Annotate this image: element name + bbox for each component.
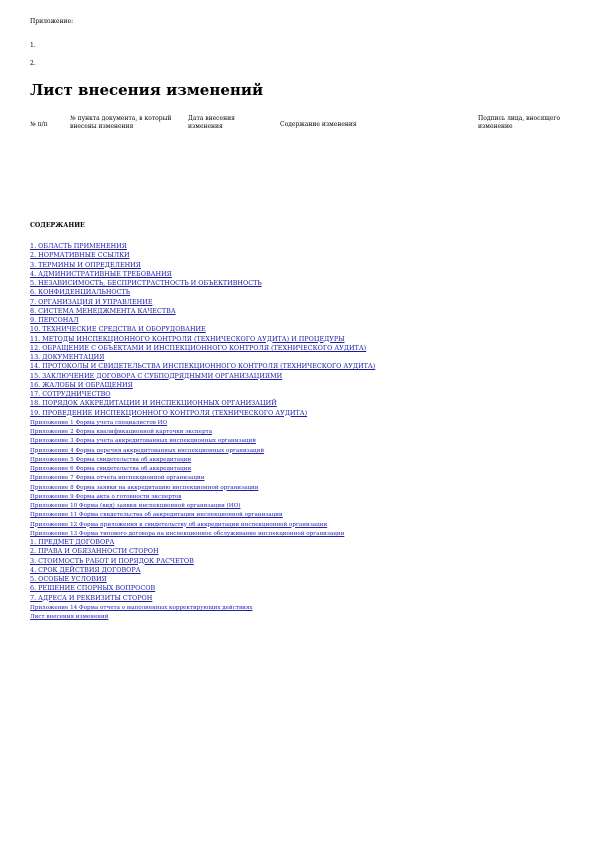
- changes-table-header-content: Содержание изменения: [280, 121, 357, 128]
- table-of-contents: [30, 242, 375, 621]
- toc-item: [30, 584, 375, 593]
- toc-link[interactable]: 4. СРОК ДЕЙСТВИЯ ДОГОВОРА: [30, 565, 141, 574]
- toc-link[interactable]: 11. МЕТОДЫ ИНСПЕКЦИОННОГО КОНТРОЛЯ (ТЕХНИЧЕСКОГО АУДИТА) И ПРОЦЕДУРЫ: [30, 334, 345, 343]
- toc-item: [30, 409, 375, 418]
- toc-item: [30, 362, 375, 371]
- toc-item: [30, 436, 375, 445]
- toc-link[interactable]: 3. ТЕРМИНЫ И ОПРЕДЕЛЕНИЯ: [30, 260, 141, 269]
- toc-item: [30, 316, 375, 325]
- toc-link[interactable]: 14. ПРОТОКОЛЫ И СВИДЕТЕЛЬСТВА ИНСПЕКЦИОННОГО КОНТРОЛЯ (ТЕХНИЧЕСКОГО АУДИТА): [30, 362, 376, 371]
- toc-item: [30, 261, 375, 270]
- toc-item: [30, 372, 375, 381]
- toc-link[interactable]: 12. ОБРАЩЕНИЕ С ОБЪЕКТАМИ И ИНСПЕКЦИОННОГО КОНТРОЛЯ (ТЕХНИЧЕСКОГО АУДИТА): [30, 343, 367, 352]
- toc-link[interactable]: 9. ПЕРСОНАЛ: [30, 316, 79, 324]
- toc-link[interactable]: 16. ЖАЛОБЫ И ОБРАЩЕНИЯ: [30, 380, 133, 389]
- changes-table-header-date: Дата внесения изменения: [188, 115, 235, 130]
- toc-item: [30, 501, 375, 510]
- toc-item: [30, 399, 375, 408]
- toc-item: [30, 279, 375, 288]
- toc-link[interactable]: Приложение 8 Форма заявки на аккредитацию инспекционной организации: [30, 484, 259, 491]
- toc-item: [30, 492, 375, 501]
- toc-link[interactable]: 7. ОРГАНИЗАЦИЯ И УПРАВЛЕНИЕ: [30, 297, 153, 306]
- toc-item: [30, 242, 375, 251]
- toc-item: [30, 353, 375, 362]
- toc-item: [30, 464, 375, 473]
- toc-link[interactable]: 5. НЕЗАВИСИМОСТЬ, БЕСПРИСТРАСТНОСТЬ И ОБЪЕКТИВНОСТЬ: [30, 279, 262, 287]
- appendix-title: Приложение:: [30, 18, 74, 25]
- toc-link[interactable]: 19. ПРОВЕДЕНИЕ ИНСПЕКЦИОННОГО КОНТРОЛЯ (ТЕХНИЧЕСКОГО АУДИТА): [30, 408, 308, 417]
- toc-item: [30, 325, 375, 334]
- toc-item: [30, 270, 375, 279]
- changes-table-header-number: № п/п: [30, 121, 48, 128]
- toc-item: [30, 473, 375, 482]
- toc-link[interactable]: Приложение 7 Форма отчета инспекционной организации: [30, 475, 205, 482]
- changes-table-header-clause: № пункта документа, в который внесены изменения: [70, 115, 172, 130]
- toc-item: [30, 483, 375, 492]
- changes-table-header-signature: Подпись лица, вносящего изменение: [478, 115, 561, 130]
- toc-link[interactable]: 7. АДРЕСА И РЕКВИЗИТЫ СТОРОН: [30, 593, 153, 602]
- toc-link[interactable]: Приложение 11 Форма свидетельства об аккредитации инспекционной организации: [30, 512, 283, 519]
- toc-item: [30, 612, 375, 621]
- toc-item: [30, 335, 375, 344]
- toc-item: [30, 288, 375, 297]
- toc-item: [30, 529, 375, 538]
- toc-item: [30, 251, 375, 260]
- toc-item: [30, 566, 375, 575]
- toc-link[interactable]: Приложение 13 Форма типового договора на инспекционное обслуживание инспекционной организации: [30, 530, 345, 537]
- toc-item: [30, 547, 375, 556]
- toc-link[interactable]: Приложение 12 Форма приложения к свидетельству об аккредитации инспекционной организации: [30, 521, 328, 528]
- toc-link[interactable]: Лист внесения изменений: [30, 614, 109, 620]
- toc-link[interactable]: 13. ДОКУМЕНТАЦИЯ: [30, 353, 105, 361]
- toc-item: [30, 390, 375, 399]
- toc-link[interactable]: Приложение 3 Форма учета аккредитованных инспекционных организаций: [30, 438, 256, 445]
- toc-link[interactable]: 3. СТОИМОСТЬ РАБОТ И ПОРЯДОК РАСЧЕТОВ: [30, 556, 194, 565]
- appendix-item-1: 1.: [30, 42, 36, 49]
- toc-item: [30, 510, 375, 519]
- toc-item: [30, 538, 375, 547]
- appendix-item-2: 2.: [30, 60, 36, 67]
- toc-link[interactable]: 2. НОРМАТИВНЫЕ ССЫЛКИ: [30, 251, 130, 260]
- toc-item: [30, 594, 375, 603]
- toc-link[interactable]: 2. ПРАВА И ОБЯЗАННОСТИ СТОРОН: [30, 547, 159, 556]
- toc-item: [30, 520, 375, 529]
- toc-link[interactable]: 17. СОТРУДНИЧЕСТВО: [30, 390, 111, 398]
- toc-item: [30, 557, 375, 566]
- toc-link[interactable]: Приложение 1 Форма учета специалистов ИО: [30, 419, 168, 426]
- toc-link[interactable]: Приложение 10 Форма (вид) заявки инспекционной организации (ИО): [30, 503, 241, 509]
- toc-item: [30, 381, 375, 390]
- toc-item: [30, 575, 375, 584]
- toc-item: [30, 418, 375, 427]
- toc-link[interactable]: 1. ПРЕДМЕТ ДОГОВОРА: [30, 538, 115, 546]
- toc-link[interactable]: Приложение 2 Форма квалификационной карточки эксперта: [30, 429, 213, 435]
- toc-link[interactable]: Приложение 4 Форма перечня аккредитованных инспекционных организаций: [30, 447, 265, 454]
- page-title: Лист внесения изменений: [30, 81, 264, 99]
- toc-link[interactable]: Приложение 6 Форма свидетельства об аккредитации: [30, 466, 192, 472]
- toc-link[interactable]: Приложение 9 Форма акта о готовности экспертов: [30, 493, 182, 500]
- toc-link[interactable]: 15. ЗАКЛЮЧЕНИЕ ДОГОВОРА С СУБПОДРЯДНЫМИ ОРГАНИЗАЦИЯМИ: [30, 371, 283, 380]
- toc-link[interactable]: 1. ОБЛАСТЬ ПРИМЕНЕНИЯ: [30, 242, 127, 250]
- toc-link[interactable]: 10. ТЕХНИЧЕСКИЕ СРЕДСТВА И ОБОРУДОВАНИЕ: [30, 325, 206, 334]
- toc-item: [30, 298, 375, 307]
- toc-item: [30, 603, 375, 612]
- toc-item: [30, 344, 375, 353]
- toc-item: [30, 446, 375, 455]
- toc-item: [30, 455, 375, 464]
- toc-title: СОДЕРЖАНИЕ: [30, 222, 85, 229]
- toc-link[interactable]: 4. АДМИНИСТРАТИВНЫЕ ТРЕБОВАНИЯ: [30, 269, 172, 278]
- toc-link[interactable]: Приложение 14 Форма отчета о выполненных корректирующих действиях: [30, 604, 253, 611]
- toc-link[interactable]: Приложение 5 Форма свидетельства об аккредитации: [30, 456, 192, 463]
- toc-link[interactable]: 6. РЕШЕНИЕ СПОРНЫХ ВОПРОСОВ: [30, 584, 156, 593]
- toc-link[interactable]: 6. КОНФИДЕНЦИАЛЬНОСТЬ: [30, 288, 131, 297]
- toc-item: [30, 307, 375, 316]
- toc-link[interactable]: 5. ОСОБЫЕ УСЛОВИЯ: [30, 575, 107, 583]
- toc-link[interactable]: 8. СИСТЕМА МЕНЕДЖМЕНТА КАЧЕСТВА: [30, 306, 176, 315]
- toc-item: [30, 427, 375, 436]
- toc-link[interactable]: 18. ПОРЯДОК АККРЕДИТАЦИИ И ИНСПЕКЦИОННЫХ ОРГАНИЗАЦИЙ: [30, 399, 277, 408]
